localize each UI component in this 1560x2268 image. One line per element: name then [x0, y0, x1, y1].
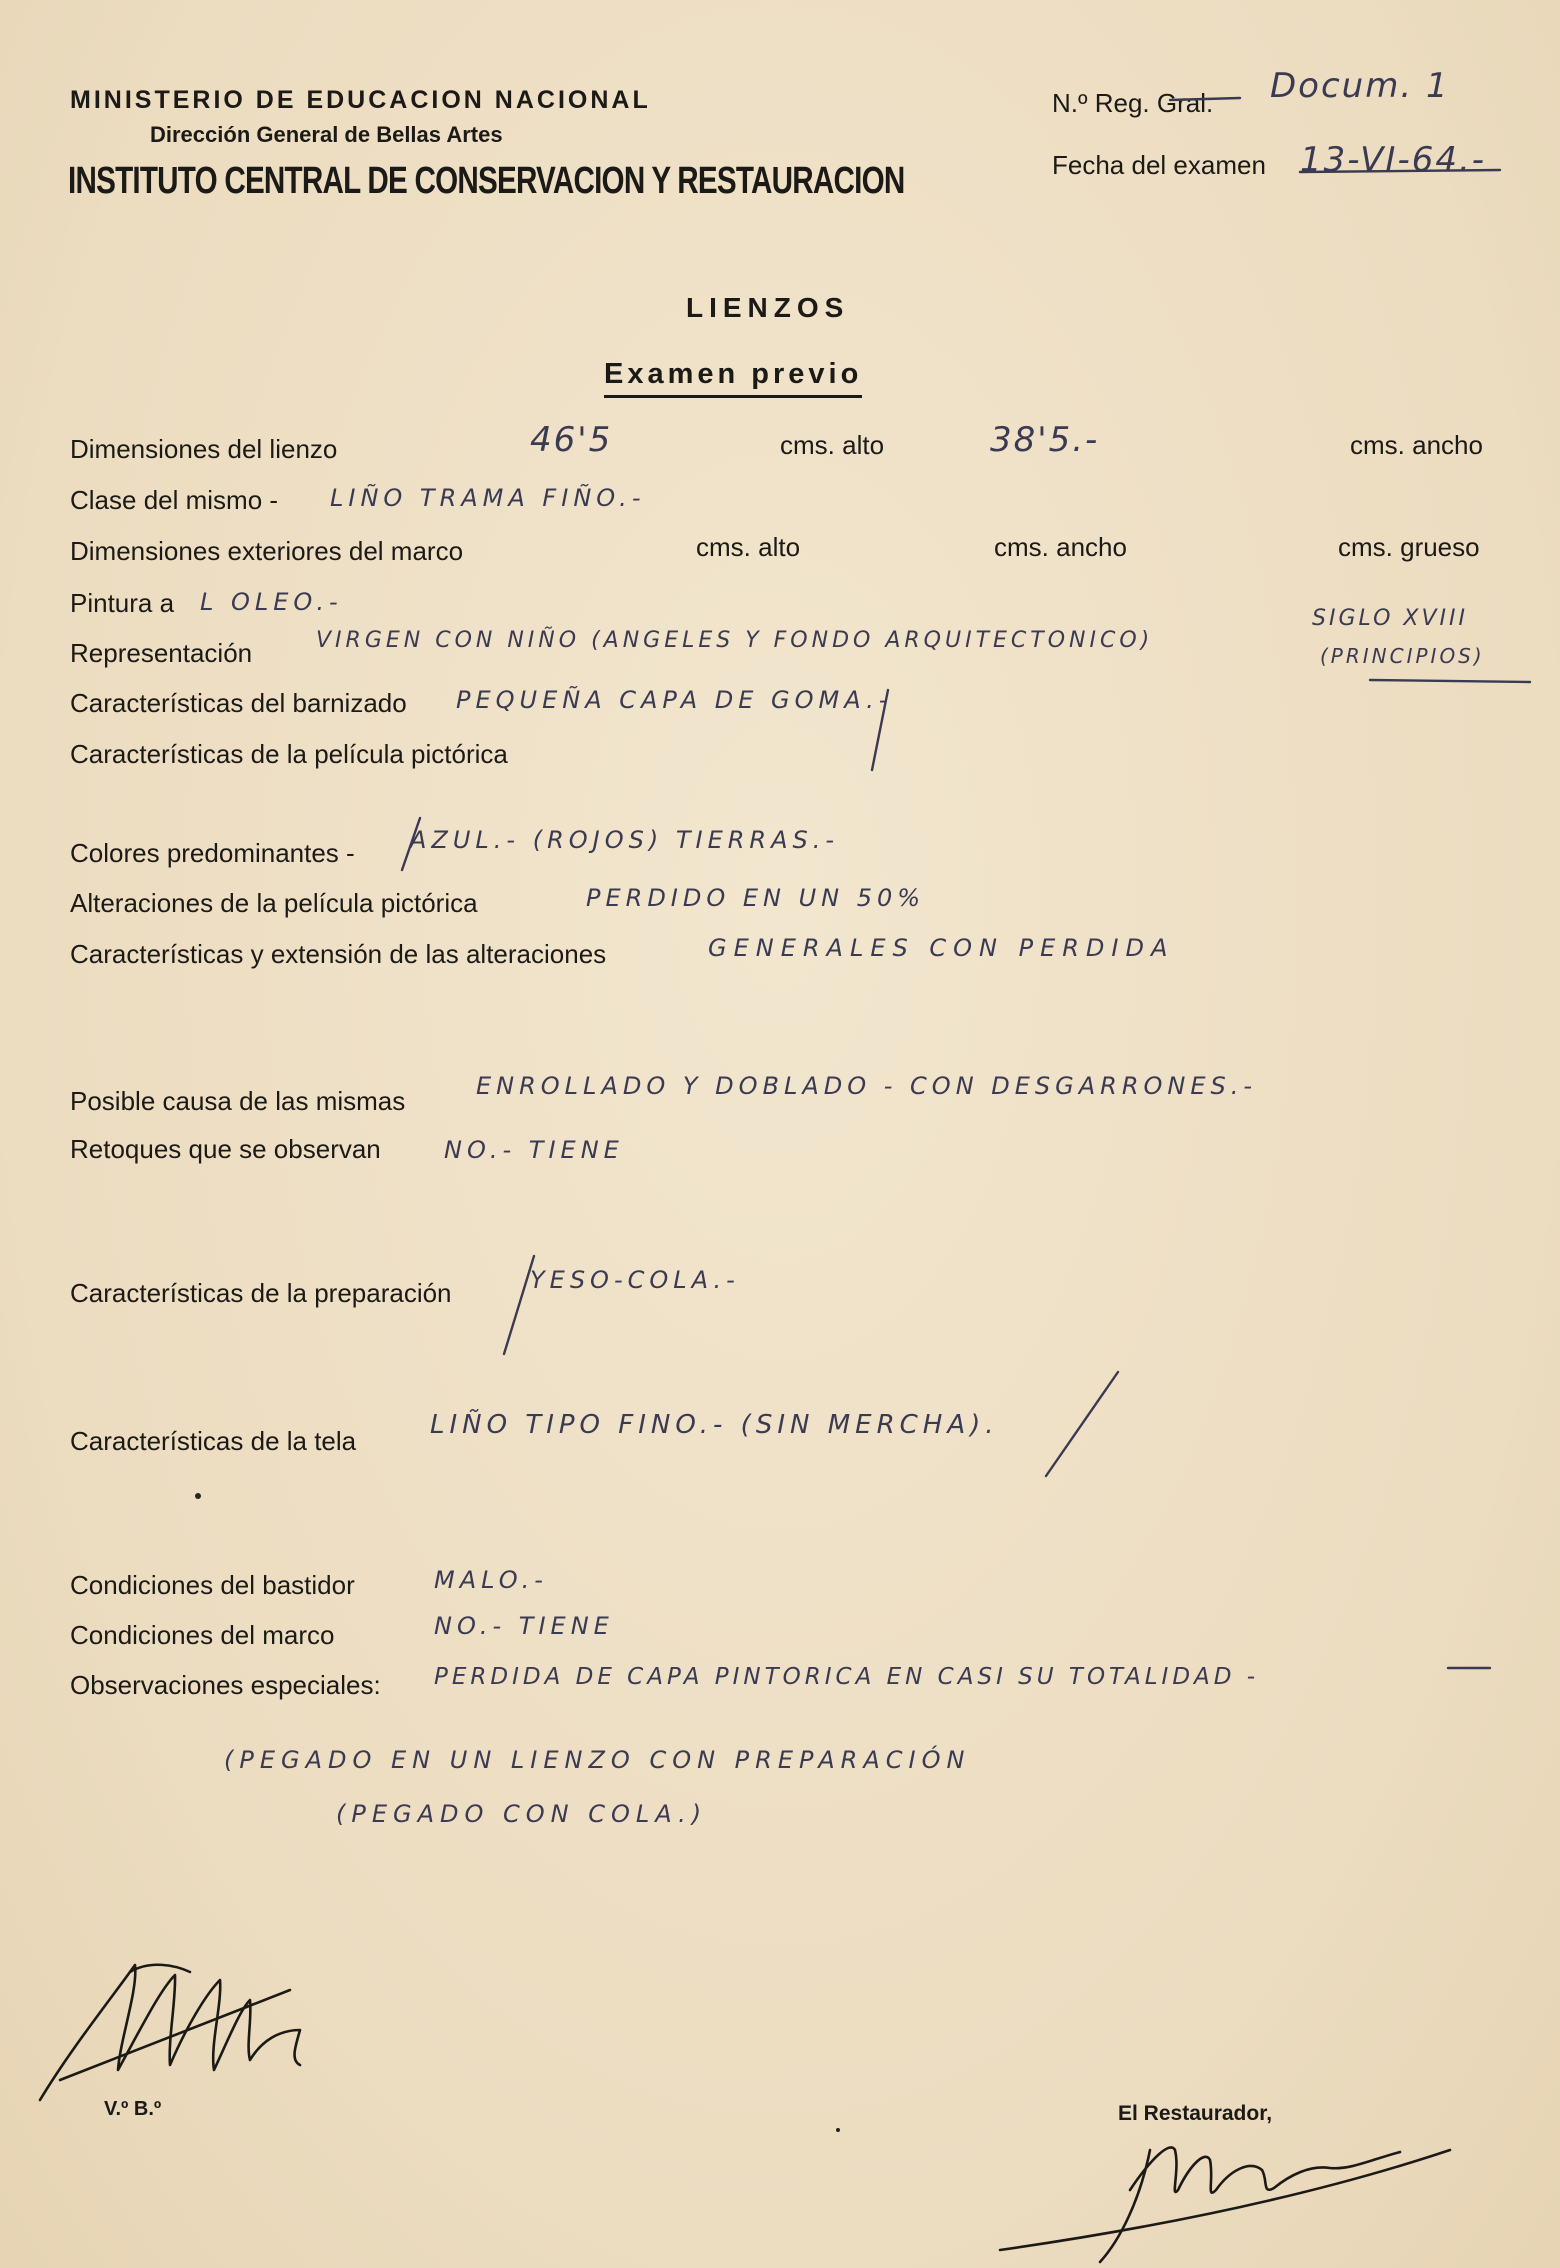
label-tela: Características de la tela: [70, 1426, 357, 1456]
barnizado-slash: [872, 690, 888, 770]
reg-strike-line: [1170, 98, 1240, 100]
value-preparacion: YESO-COLA.-: [530, 1266, 740, 1294]
page-subtitle: Examen previo: [604, 358, 862, 398]
value-alteraciones: PERDIDO EN UN 50%: [586, 884, 926, 912]
direccion-heading: Dirección General de Bellas Artes: [150, 122, 503, 147]
reg-value: Docum. 1: [1270, 66, 1450, 106]
restaurador-signature: [1000, 2147, 1450, 2262]
ink-dot: [195, 1493, 201, 1499]
colores-slash: [402, 818, 420, 870]
value-retoques: NO.- TIENE: [444, 1136, 624, 1164]
value-siglo: SIGLO XVIII: [1312, 606, 1468, 631]
ministry-heading: MINISTERIO DE EDUCACION NACIONAL: [70, 86, 651, 114]
value-principios: (PRINCIPIOS): [1320, 644, 1485, 668]
label-retoques: Retoques que se observan: [70, 1134, 381, 1164]
label-bastidor: Condiciones del bastidor: [70, 1570, 355, 1600]
siglo-underline: [1370, 680, 1530, 682]
value-clase: LIÑO TRAMA FIÑO.-: [330, 484, 646, 512]
value-extension: GENERALES CON PERDIDA: [708, 934, 1175, 962]
tela-slash: [1046, 1372, 1118, 1476]
instituto-heading: INSTITUTO CENTRAL DE CONSERVACION Y RESTAURACION: [68, 160, 905, 202]
value-marco: NO.- TIENE: [434, 1612, 614, 1640]
value-observaciones-line3: (PEGADO CON COLA.): [336, 1800, 708, 1828]
value-observaciones-line2: (PEGADO EN UN LIENZO CON PREPARACIÓN: [224, 1746, 971, 1774]
value-ancho: 38'5.-: [990, 420, 1100, 460]
label-cms-alto: cms. alto: [780, 430, 885, 460]
label-barnizado: Características del barnizado: [70, 688, 407, 718]
restaurador-label: El Restaurador,: [1118, 2102, 1273, 2125]
value-colores: AZUL.- (ROJOS) TIERRAS.-: [410, 826, 840, 854]
vb-signature: [40, 1965, 300, 2100]
page-title: LIENZOS: [686, 292, 850, 323]
reg-label: N.º Reg. Gral.: [1052, 88, 1214, 118]
label-cms-ancho: cms. ancho: [1350, 430, 1483, 460]
label-pelicula: Características de la película pictórica: [70, 739, 508, 769]
value-bastidor: MALO.-: [434, 1566, 548, 1594]
value-observaciones: PERDIDA DE CAPA PINTORICA EN CASI SU TOTALIDAD -: [434, 1664, 1260, 1690]
vb-label: V.º B.º: [104, 2098, 162, 2120]
value-representacion: VIRGEN CON NIÑO (ANGELES Y FONDO ARQUITECTONICO): [316, 628, 1154, 653]
label-extension: Características y extensión de las alteraciones: [70, 939, 607, 969]
value-pintura: L OLEO.-: [200, 588, 343, 616]
label-marco-alto: cms. alto: [696, 532, 801, 562]
value-barnizado: PEQUEÑA CAPA DE GOMA.-: [456, 686, 893, 714]
label-representacion: Representación: [70, 638, 253, 668]
label-dimensiones-lienzo: Dimensiones del lienzo: [70, 434, 338, 464]
label-preparacion: Características de la preparación: [70, 1278, 452, 1308]
value-tela: LIÑO TIPO FINO.- (SIN MERCHA).: [430, 1410, 999, 1440]
label-causa: Posible causa de las mismas: [70, 1086, 406, 1116]
fecha-value: 13-VI-64.-: [1300, 140, 1487, 180]
label-pintura: Pintura a: [70, 588, 175, 618]
fecha-label: Fecha del examen: [1052, 150, 1266, 180]
label-observaciones: Observaciones especiales:: [70, 1670, 381, 1700]
label-marco-ancho: cms. ancho: [994, 532, 1127, 562]
label-dim-marco: Dimensiones exteriores del marco: [70, 536, 464, 566]
label-alteraciones: Alteraciones de la película pictórica: [70, 888, 478, 918]
value-alto: 46'5: [530, 420, 613, 460]
label-marco: Condiciones del marco: [70, 1620, 335, 1650]
fecha-underline: [1300, 170, 1500, 172]
label-colores: Colores predominantes -: [70, 838, 355, 868]
value-causa: ENROLLADO Y DOBLADO - CON DESGARRONES.-: [476, 1072, 1258, 1100]
ink-dot: [836, 2128, 840, 2132]
label-clase: Clase del mismo -: [70, 485, 279, 515]
preparacion-slash: [504, 1256, 534, 1354]
label-marco-grueso: cms. grueso: [1338, 532, 1480, 562]
